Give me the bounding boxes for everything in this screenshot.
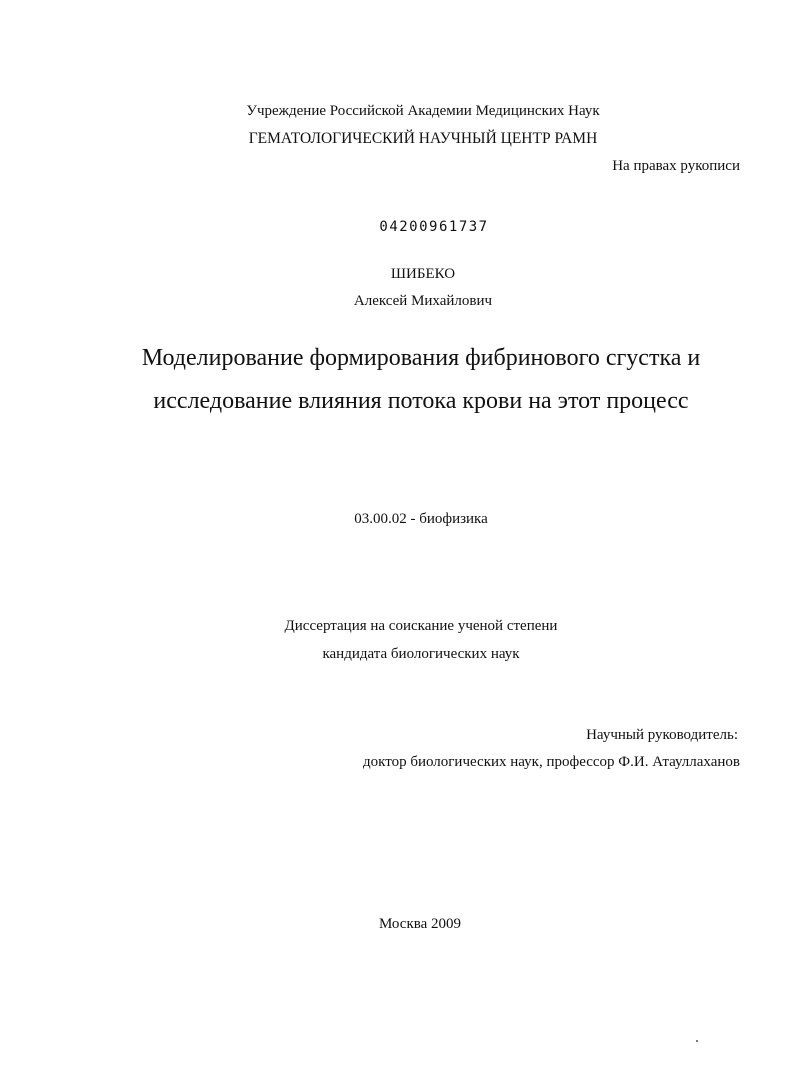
scan-speck (696, 1040, 698, 1042)
supervisor-name: доктор биологических наук, профессор Ф.И. Атауллаханов (363, 754, 740, 770)
thesis-title-line-1: Моделирование формирования фибринового сгустка и (141, 345, 701, 371)
author-given-names: Алексей Михайлович (353, 293, 493, 309)
registration-code: 04200961737 (379, 219, 489, 235)
supervisor-label: Научный руководитель: (586, 727, 738, 743)
manuscript-rights: На правах рукописи (612, 158, 740, 174)
institution-center: ГЕМАТОЛОГИЧЕСКИЙ НАУЧНЫЙ ЦЕНТР РАМН (248, 130, 598, 147)
author-surname: ШИБЕКО (390, 266, 456, 282)
thesis-title-line-2: исследование влияния потока крови на этот процесс (153, 388, 689, 414)
city-year: Москва 2009 (378, 916, 462, 932)
dissertation-degree-line-2: кандидата биологических наук (322, 646, 520, 662)
dissertation-degree-line-1: Диссертация на соискание ученой степени (284, 618, 558, 634)
institution-name: Учреждение Российской Академии Медицинских Наук (246, 103, 600, 119)
specialty-code: 03.00.02 - биофизика (354, 511, 488, 527)
